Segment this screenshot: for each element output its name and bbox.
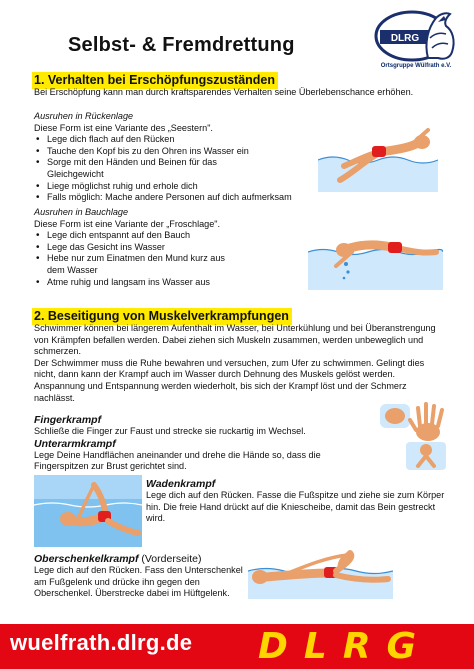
list-item: • Atme ruhig und langsam ins Wasser aus bbox=[34, 277, 264, 289]
finger-cramp-block bbox=[34, 414, 379, 473]
footer-bar bbox=[0, 624, 474, 669]
back-float-title: Ausruhen in Rückenlage bbox=[34, 111, 134, 121]
footer-brand: DLRG bbox=[258, 626, 433, 667]
forearm-cramp-text: Lege Deine Handflächen aneinander und drehe die Hände so, dass die Fingerspitzen zur Brust gerichtet sind. bbox=[34, 449, 321, 472]
thigh-cramp-heading bbox=[34, 553, 249, 565]
calf-cramp-block bbox=[146, 478, 446, 525]
thigh-cramp-suffix: (Vorderseite) bbox=[138, 553, 202, 565]
thigh-cramp-title: Oberschenkelkrampf bbox=[34, 553, 139, 565]
belly-float-list bbox=[34, 230, 264, 288]
thigh-cramp-text: Lege dich auf den Rücken. Fass den Unterschenkel am Fußgelenk und drücke ihn gegen den Oberschenkel. Überstrecke dabei im Hüftgelenk. bbox=[34, 565, 243, 599]
belly-float-desc: Diese Form ist eine Variante der „Froschlage". bbox=[34, 218, 221, 229]
belly-float-block bbox=[34, 207, 284, 288]
finger-cramp-text: Schließe die Finger zur Faust und strecke sie ruckartig im Wechsel. bbox=[34, 426, 306, 436]
section1-intro: Bei Erschöpfung kann man durch kraftsparendes Verhalten seine Überlebenschance erhöhen. bbox=[34, 87, 414, 97]
thigh-cramp-block bbox=[34, 553, 249, 600]
hands-illustration bbox=[380, 400, 460, 472]
list-item: • Liege möglichst ruhig und erhole dich bbox=[34, 181, 249, 193]
belly-float-illustration bbox=[308, 230, 443, 290]
footer-url-link[interactable]: wuelfrath.dlrg.de bbox=[10, 630, 193, 655]
logo-caption: Ortsgruppe Wülfrath e.V. bbox=[380, 63, 452, 69]
page-title: Selbst- & Fremdrettung bbox=[68, 34, 295, 56]
back-float-block bbox=[34, 111, 334, 204]
section2-text bbox=[34, 323, 442, 404]
back-float-desc: Diese Form ist eine Variante des „Seestern". bbox=[34, 122, 213, 133]
calf-cramp-illustration bbox=[34, 475, 142, 547]
logo-badge: DLRG bbox=[390, 33, 420, 44]
list-item: • Falls möglich: Mache andere Personen auf dich aufmerksam bbox=[34, 192, 334, 204]
list-item: • Lege das Gesicht ins Wasser bbox=[34, 242, 264, 254]
finger-cramp-title: Fingerkrampf bbox=[34, 414, 102, 426]
list-item: • Sorge mit den Händen und Beinen für das Gleichgewicht bbox=[34, 157, 249, 180]
section2-para3: Anspannung und Entspannung werden wiederholt, bis sich der Krampf löst und der Schmerz nachlässt. bbox=[34, 380, 407, 403]
back-float-illustration bbox=[318, 120, 438, 192]
dlrg-logo bbox=[366, 8, 466, 78]
calf-cramp-text: Lege dich auf den Rücken. Fasse die Fußspitze und ziehe sie zum Körper hin. Die freie Hand drückt auf die Kniescheibe, damit das Bein gestreckt wird. bbox=[146, 490, 445, 524]
eagle-icon bbox=[366, 8, 466, 64]
section2-heading: 2. Beseitigung von Muskelverkrampfungen bbox=[32, 308, 292, 325]
belly-float-title: Ausruhen in Bauchlage bbox=[34, 207, 129, 217]
back-float-list bbox=[34, 134, 292, 204]
list-item: • Lege dich flach auf den Rücken bbox=[34, 134, 249, 146]
list-item: • Hebe nur zum Einatmen den Mund kurz aus dem Wasser bbox=[34, 253, 234, 276]
forearm-cramp-title: Unterarmkrampf bbox=[34, 437, 116, 450]
list-item: • Tauche den Kopf bis zu den Ohren ins Wasser ein bbox=[34, 146, 249, 158]
thigh-cramp-illustration bbox=[248, 547, 393, 599]
list-item: • Lege dich entspannt auf den Bauch bbox=[34, 230, 264, 242]
section2-para2: Der Schwimmer muss die Ruhe bewahren und versuchen, zum Ufer zu schwimmen. Gelingt dies nicht, dann kann der Krampf auch im Wasser durch Dehnung des Muskels gelöst werden. bbox=[34, 357, 425, 380]
section2-para1: Schwimmer können bei längerem Aufenthalt im Wasser, bei Unterkühlung und bei Überanstrengung von Krämpfen befallen werden. Dabei ziehen sich Muskeln zusammen, werden unbeweglich und schmerzen. bbox=[34, 323, 436, 357]
calf-cramp-title: Wadenkrampf bbox=[146, 478, 216, 490]
section1-heading: 1. Verhalten bei Erschöpfungszuständen bbox=[32, 72, 278, 89]
